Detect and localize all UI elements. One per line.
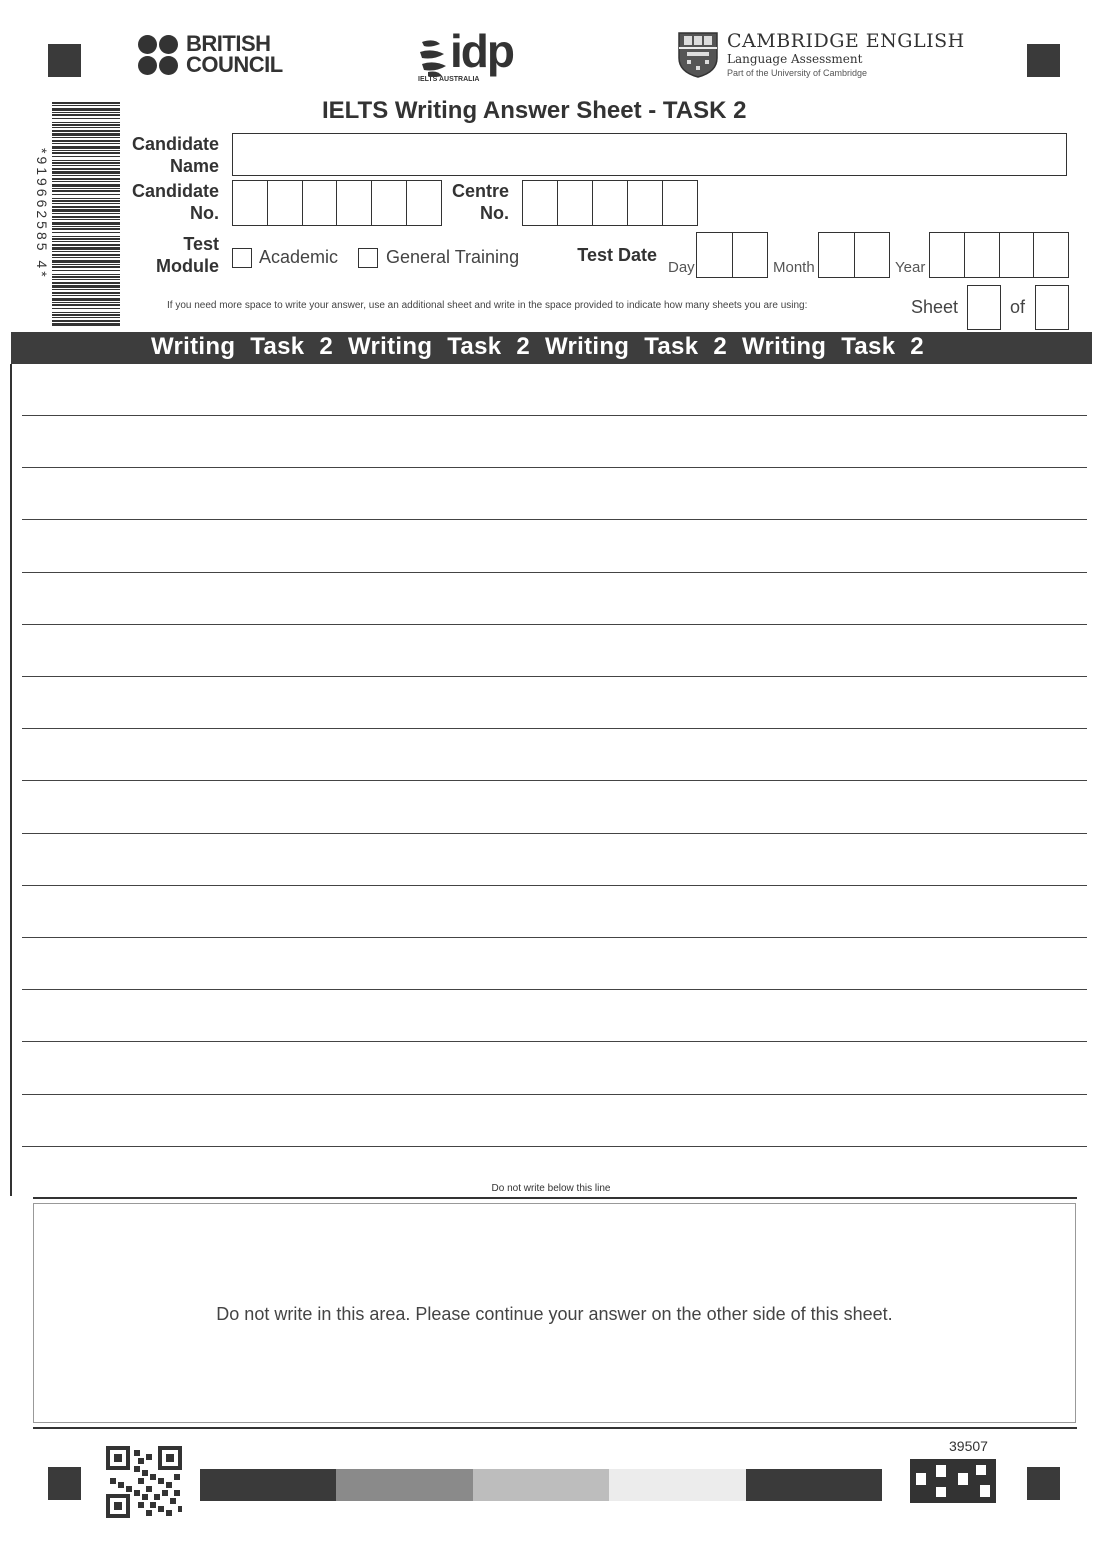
day-label: Day bbox=[668, 259, 695, 276]
general-training-checkbox[interactable] bbox=[358, 248, 378, 268]
separator-label: Do not write below this line bbox=[491, 1183, 611, 1194]
british-council-dots-icon bbox=[138, 35, 180, 77]
idp-globe-icon bbox=[416, 38, 450, 78]
answer-line[interactable] bbox=[22, 624, 1087, 625]
sheet-number-field[interactable] bbox=[967, 285, 1001, 330]
writing-area-left-border bbox=[10, 364, 12, 1196]
academic-checkbox[interactable] bbox=[232, 248, 252, 268]
answer-line[interactable] bbox=[22, 572, 1087, 573]
test-module-label: Test Module bbox=[156, 234, 219, 276]
answer-line[interactable] bbox=[22, 780, 1087, 781]
cambridge-subtitle: Language Assessment bbox=[727, 52, 863, 66]
idp-wordmark: idp bbox=[450, 25, 513, 77]
year-field[interactable] bbox=[929, 232, 1069, 278]
writing-task-banner bbox=[11, 332, 1092, 364]
centre-no-label: Centre No. bbox=[451, 181, 509, 223]
answer-line[interactable] bbox=[22, 728, 1087, 729]
day-field[interactable] bbox=[696, 232, 768, 278]
registration-mark-bottom-left bbox=[48, 1467, 81, 1500]
answer-line[interactable] bbox=[22, 1041, 1087, 1042]
candidate-name-label: Candidate Name bbox=[131, 134, 219, 176]
candidate-no-field[interactable] bbox=[232, 180, 442, 226]
candidate-no-label: Candidate No. bbox=[131, 181, 219, 223]
sheet-total-field[interactable] bbox=[1035, 285, 1069, 330]
bottom-separator-line bbox=[33, 1427, 1077, 1429]
barcode-number: *919662585 4* bbox=[34, 148, 50, 280]
british-council-logo bbox=[138, 33, 298, 77]
idp-logo bbox=[416, 25, 526, 86]
answer-line[interactable] bbox=[22, 676, 1087, 677]
idp-subtitle: IELTS AUSTRALIA bbox=[418, 76, 480, 83]
answer-line[interactable] bbox=[22, 833, 1087, 834]
answer-line[interactable] bbox=[22, 519, 1087, 520]
general-training-label: General Training bbox=[386, 247, 520, 267]
answer-line[interactable] bbox=[22, 885, 1087, 886]
answer-line[interactable] bbox=[22, 415, 1087, 416]
answer-line[interactable] bbox=[22, 467, 1087, 468]
month-label: Month bbox=[773, 259, 815, 276]
centre-no-field[interactable] bbox=[522, 180, 698, 226]
answer-line[interactable] bbox=[22, 1094, 1087, 1095]
additional-sheet-note: If you need more space to write your answer, use an additional sheet and write in the space provided to indicate how many sheets you are using: bbox=[167, 300, 808, 311]
registration-mark-top-right bbox=[1027, 44, 1060, 77]
answer-line[interactable] bbox=[22, 989, 1087, 990]
test-date-label: Test Date bbox=[577, 245, 657, 265]
candidate-name-field[interactable] bbox=[232, 133, 1067, 176]
no-write-area bbox=[33, 1203, 1076, 1423]
cambridge-logo bbox=[678, 30, 978, 82]
sheet-label: Sheet bbox=[911, 297, 959, 317]
registration-mark-bottom-right bbox=[1027, 1467, 1060, 1500]
qr-code-icon bbox=[106, 1446, 182, 1518]
cambridge-shield-icon bbox=[678, 32, 718, 78]
british-council-line-1: BRITISH bbox=[186, 31, 271, 56]
year-label: Year bbox=[895, 259, 926, 276]
british-council-line-2: COUNCIL bbox=[186, 52, 283, 77]
cambridge-subtitle-2: Part of the University of Cambridge bbox=[727, 68, 868, 78]
block-code-icon bbox=[910, 1459, 996, 1503]
answer-line[interactable] bbox=[22, 1146, 1087, 1147]
grayscale-calibration-strip bbox=[200, 1469, 882, 1501]
of-label: of bbox=[1010, 297, 1026, 317]
registration-mark-top-left bbox=[48, 44, 81, 77]
month-field[interactable] bbox=[818, 232, 890, 278]
separator-line bbox=[33, 1197, 1077, 1199]
no-write-text: Do not write in this area. Please continue your answer on the other side of this sheet. bbox=[216, 1304, 893, 1324]
page-title: IELTS Writing Answer Sheet - TASK 2 bbox=[322, 97, 747, 124]
academic-label: Academic bbox=[259, 247, 339, 267]
answer-line[interactable] bbox=[22, 937, 1087, 938]
banner-text: Writing Task 2 Writing Task 2 Writing Task 2 Writing Task 2 bbox=[151, 333, 924, 360]
cambridge-title: CAMBRIDGE ENGLISH bbox=[727, 30, 965, 52]
form-code: 39507 bbox=[949, 1438, 988, 1454]
